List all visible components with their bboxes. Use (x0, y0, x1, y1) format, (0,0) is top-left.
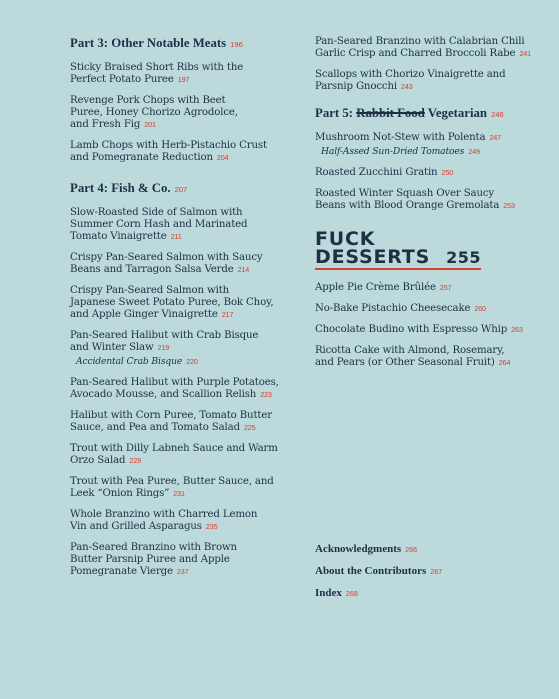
page-number: 201 (144, 120, 156, 129)
desserts-heading-line1: FUCK (315, 228, 376, 250)
page-number: 263 (511, 325, 523, 334)
toc-entry: Trout with Dilly Labneh Sauce and Warm Orzo Salad 229 (70, 443, 278, 466)
page-number: 211 (170, 232, 182, 241)
toc-entry: Scallops with Chorizo Vinaigrette and Parsnip Gnocchi 243 (315, 69, 506, 92)
back-matter-list (315, 543, 540, 609)
page-number: 266 (405, 545, 418, 554)
toc-entry: Slow-Roasted Side of Salmon with Summer Corn Hash and Marinated Tomato Vinaigrette 211 (70, 207, 248, 242)
page-number: 225 (243, 423, 256, 432)
toc-entry: Ricotta Cake with Almond, Rosemary, and Pears (or Other Seasonal Fruit) 264 (315, 345, 511, 368)
toc-entry: Apple Pie Crème Brûlée 257 (315, 282, 452, 293)
toc-entry: Pan-Seared Halibut with Crab Bisque and Winter Slaw 219 (70, 330, 259, 353)
part-4-heading: Part 4: Fish & Co. 207 (70, 181, 188, 195)
struck-text: Rabbit Food (356, 106, 425, 120)
toc-entry: No-Bake Pistachio Cheesecake 260 (315, 303, 486, 314)
desserts-page-number: 255 (446, 248, 481, 267)
page-number: 264 (498, 358, 511, 367)
toc-entry: Roasted Zucchini Gratin 250 (315, 167, 454, 178)
page-number: 223 (260, 390, 272, 399)
back-matter-entry: Acknowledgments 266 (315, 543, 418, 555)
toc-subentry: Half-Assed Sun-Dried Tomatoes 249 (321, 146, 480, 157)
toc-subentry: Accidental Crab Bisque 220 (76, 356, 198, 367)
desserts-heading (315, 230, 540, 270)
toc-right-column (315, 36, 540, 378)
back-matter-entry: Index 268 (315, 587, 358, 599)
page-number: 250 (441, 168, 454, 177)
toc-entry: Mushroom Not-Stew with Polenta 247 (315, 132, 501, 143)
page-number: 253 (503, 201, 515, 210)
toc-entry: Pan-Seared Branzino with Calabrian Chili Garlic Crisp and Charred Broccoli Rabe 241 (315, 36, 531, 59)
back-matter-entry: About the Contributors 267 (315, 565, 443, 577)
toc-entry: Pan-Seared Halibut with Purple Potatoes, Avocado Mousse, and Scallion Relish 223 (70, 377, 279, 400)
page-number: 246 (491, 110, 504, 119)
toc-entry: Pan-Seared Branzino with Brown Butter Parsnip Puree and Apple Pomegranate Vierge 237 (70, 542, 237, 577)
page-number: 235 (205, 522, 218, 531)
toc-entry: Crispy Pan-Seared Salmon with Saucy Beans and Tarragon Salsa Verde 214 (70, 252, 263, 275)
page-number: 219 (157, 343, 170, 352)
toc-entry: Chocolate Budino with Espresso Whip 263 (315, 324, 523, 335)
toc-entry: Trout with Pea Puree, Butter Sauce, and Leek “Onion Rings” 231 (70, 476, 274, 499)
part-5-heading: Part 5: Rabbit Food Vegetarian 246 (315, 106, 504, 120)
page-number: 220 (186, 357, 198, 366)
page-number: 197 (177, 75, 190, 84)
page-number: 249 (468, 147, 480, 156)
page-number: 229 (129, 456, 141, 465)
toc-entry: Sticky Braised Short Ribs with the Perfect Potato Puree 197 (70, 62, 244, 85)
page-number: 247 (489, 133, 501, 142)
page-number: 196 (230, 40, 243, 49)
page-number: 257 (439, 283, 452, 292)
toc-entry: Halibut with Corn Puree, Tomato Butter Sauce, and Pea and Tomato Salad 225 (70, 410, 272, 433)
toc-left-column (70, 36, 285, 587)
page-number: 217 (221, 310, 234, 319)
toc-entry: Whole Branzino with Charred Lemon Vin and Grilled Asparagus 235 (70, 509, 258, 532)
page-number: 207 (174, 185, 188, 194)
page-number: 204 (216, 153, 229, 162)
page-number: 231 (173, 489, 185, 498)
page-number: 267 (430, 567, 443, 576)
part-3-heading: Part 3: Other Notable Meats 196 (70, 36, 243, 50)
desserts-heading-line2: DESSERTS (315, 246, 431, 268)
toc-entry: Crispy Pan-Seared Salmon with Japanese Sweet Potato Puree, Bok Choy, and Apple Ginger Vinaigrette 217 (70, 285, 274, 320)
toc-entry: Revenge Pork Chops with Beet Puree, Honey Chorizo Agrodolce, and Fresh Fig 201 (70, 95, 238, 130)
toc-entry: Roasted Winter Squash Over Saucy Beans with Blood Orange Gremolata 253 (315, 188, 515, 211)
page-number: 214 (237, 265, 250, 274)
page-number: 237 (176, 567, 189, 576)
page-number: 241 (519, 49, 531, 58)
page-number: 268 (345, 589, 358, 598)
page-number: 260 (474, 304, 486, 313)
page-number: 243 (400, 82, 413, 91)
toc-entry: Lamb Chops with Herb-Pistachio Crust and Pomegranate Reduction 204 (70, 140, 267, 163)
